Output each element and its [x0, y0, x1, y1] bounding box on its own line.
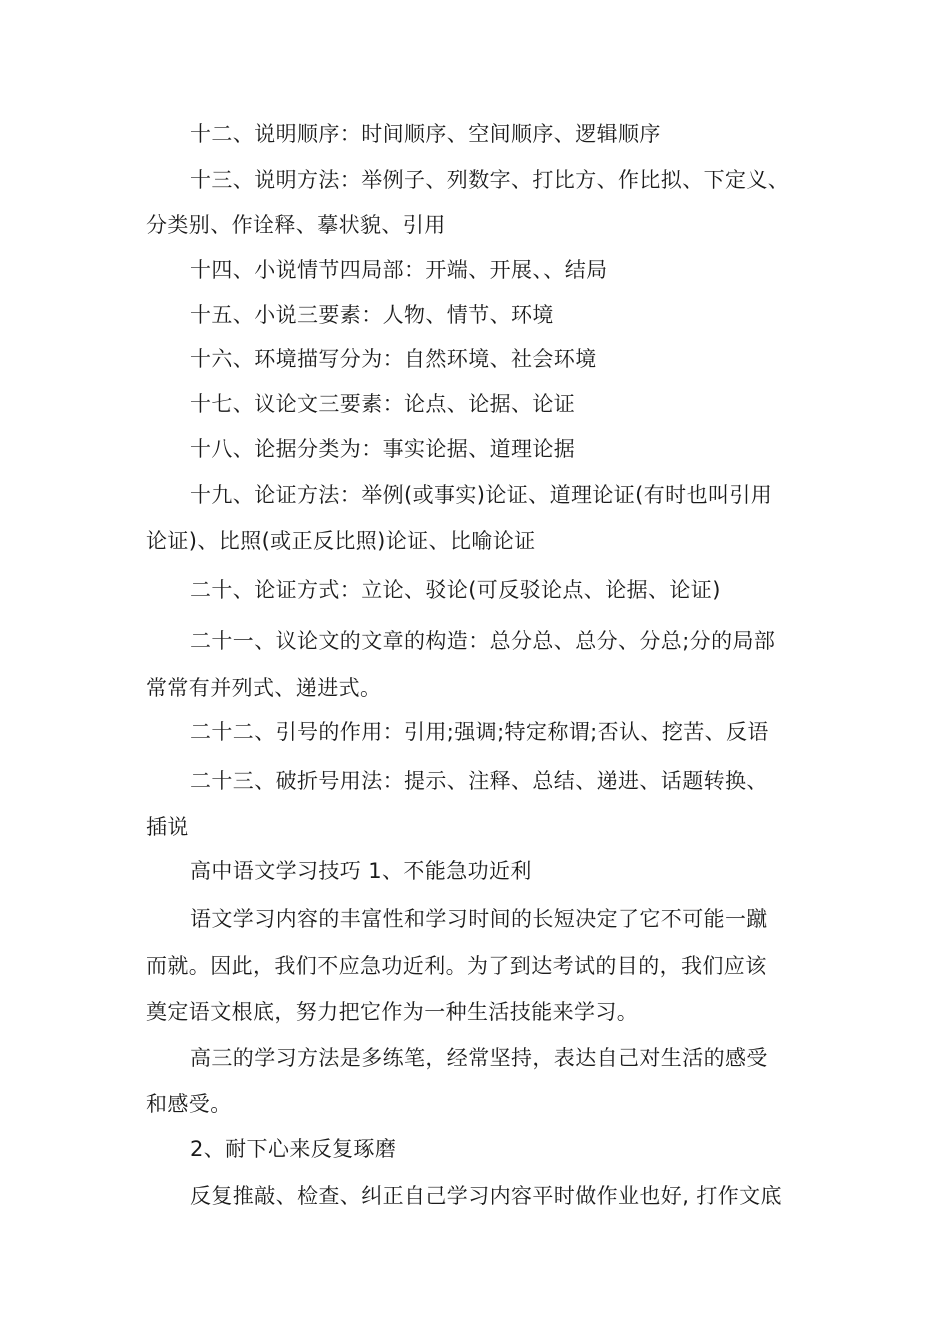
text-line: 高中语文学习技巧 1、不能急功近利: [190, 859, 532, 883]
text-line: 二十三、破折号用法：提示、注释、总结、递进、话题转换、: [190, 769, 768, 793]
text-line: 语文学习内容的丰富性和学习时间的长短决定了它不可能一蹴: [190, 907, 768, 931]
text-line: 二十一、议论文的文章的构造：总分总、总分、分总;分的局部: [190, 629, 776, 653]
text-line: 而就。因此，我们不应急功近利。为了到达考试的目的，我们应该: [146, 954, 767, 978]
text-line: 十九、论证方法：举例(或事实)论证、道理论证(有时也叫引用: [190, 483, 773, 507]
text-line: 十五、小说三要素：人物、情节、环境: [190, 303, 554, 327]
text-line: 和感受。: [146, 1092, 232, 1116]
text-line: 反复推敲、检查、纠正自己学习内容平时做作业也好, 打作文底: [190, 1184, 782, 1208]
text-line: 十六、环境描写分为：自然环境、社会环境: [190, 347, 597, 371]
text-line: 论证)、比照(或正反比照)论证、比喻论证: [146, 529, 536, 553]
text-line: 插说: [146, 815, 189, 839]
text-line: 十七、议论文三要素：论点、论据、论证: [190, 392, 576, 416]
text-line: 奠定语文根底，努力把它作为一种生活技能来学习。: [146, 1000, 639, 1024]
text-line: 二十、论证方式：立论、驳论(可反驳论点、论据、论证): [190, 578, 721, 602]
text-line: 高三的学习方法是多练笔，经常坚持，表达自己对生活的感受: [190, 1046, 768, 1070]
text-line: 二十二、引号的作用：引用;强调;特定称谓;否认、挖苦、反语: [190, 720, 769, 744]
text-line: 十三、说明方法：举例子、列数字、打比方、作比拟、下定义、: [190, 168, 790, 192]
text-line: 2、耐下心来反复琢磨: [190, 1137, 397, 1161]
text-line: 常常有并列式、递进式。: [146, 676, 382, 700]
text-line: 分类别、作诠释、摹状貌、引用: [146, 213, 446, 237]
text-line: 十二、说明顺序：时间顺序、空间顺序、逻辑顺序: [190, 122, 661, 146]
text-line: 十四、小说情节四局部：开端、开展、、结局: [190, 258, 608, 282]
text-line: 十八、论据分类为：事实论据、道理论据: [190, 437, 576, 461]
